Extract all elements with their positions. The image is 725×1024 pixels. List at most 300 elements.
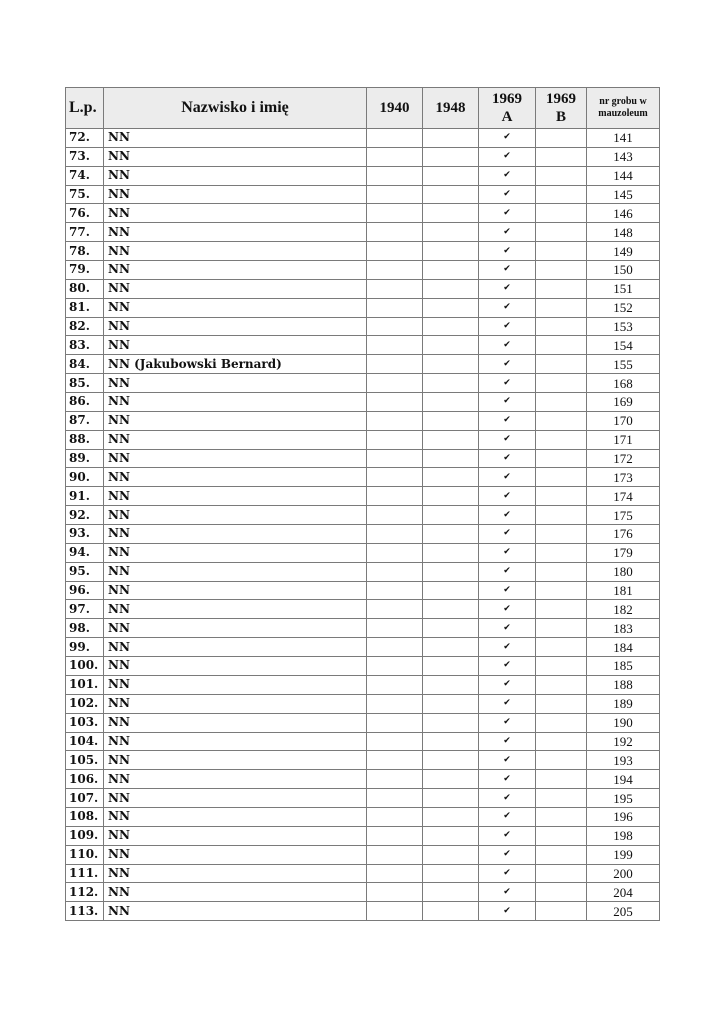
- row-lp: 112.: [66, 883, 104, 902]
- checkmark-icon: ✔: [503, 245, 511, 256]
- row-lp: 81.: [66, 298, 104, 317]
- table-row: [66, 393, 660, 412]
- row-1940-cell: [367, 393, 423, 412]
- row-name: NN: [104, 242, 367, 261]
- row-1940-cell: [367, 430, 423, 449]
- row-1969a-cell: [479, 562, 536, 581]
- checkmark-icon: ✔: [503, 867, 511, 878]
- row-1969a-cell: [479, 600, 536, 619]
- header-grave-line1: nr grobu w: [599, 96, 647, 107]
- row-1940-cell: [367, 751, 423, 770]
- row-1969a-cell: [479, 657, 536, 676]
- row-lp: 101.: [66, 675, 104, 694]
- table-row: [66, 751, 660, 770]
- row-lp: 78.: [66, 242, 104, 261]
- checkmark-icon: ✔: [503, 547, 511, 558]
- row-grave-number: 179: [587, 543, 660, 562]
- row-name: NN: [104, 147, 367, 166]
- row-1969a-cell: [479, 317, 536, 336]
- row-grave-number: 171: [587, 430, 660, 449]
- header-1940: 1940: [367, 88, 423, 129]
- checkmark-icon: ✔: [503, 566, 511, 577]
- row-1940-cell: [367, 261, 423, 280]
- row-1948-cell: [423, 129, 479, 148]
- row-1969a-cell: [479, 129, 536, 148]
- row-1948-cell: [423, 393, 479, 412]
- table-row: [66, 657, 660, 676]
- row-lp: 106.: [66, 770, 104, 789]
- row-1969a-cell: [479, 751, 536, 770]
- row-name: NN: [104, 902, 367, 921]
- row-1948-cell: [423, 657, 479, 676]
- row-1969b-cell: [536, 807, 587, 826]
- row-1969a-cell: [479, 336, 536, 355]
- row-1948-cell: [423, 845, 479, 864]
- row-1948-cell: [423, 279, 479, 298]
- row-grave-number: 204: [587, 883, 660, 902]
- table-row: [66, 261, 660, 280]
- row-grave-number: 170: [587, 411, 660, 430]
- row-grave-number: 145: [587, 185, 660, 204]
- row-name: NN: [104, 732, 367, 751]
- row-name: NN: [104, 506, 367, 525]
- row-grave-number: 192: [587, 732, 660, 751]
- header-1969b: [536, 88, 587, 129]
- row-grave-number: 152: [587, 298, 660, 317]
- row-grave-number: 153: [587, 317, 660, 336]
- row-1969a-cell: [479, 204, 536, 223]
- row-grave-number: 172: [587, 449, 660, 468]
- row-1969a-cell: [479, 223, 536, 242]
- row-1948-cell: [423, 732, 479, 751]
- row-grave-number: 149: [587, 242, 660, 261]
- row-name: NN: [104, 657, 367, 676]
- row-1940-cell: [367, 713, 423, 732]
- row-lp: 77.: [66, 223, 104, 242]
- row-1969b-cell: [536, 223, 587, 242]
- row-1940-cell: [367, 789, 423, 808]
- table-row: [66, 732, 660, 751]
- row-1969b-cell: [536, 732, 587, 751]
- table-row: [66, 166, 660, 185]
- row-1948-cell: [423, 600, 479, 619]
- row-name: NN: [104, 129, 367, 148]
- table-row: [66, 468, 660, 487]
- row-1969b-cell: [536, 675, 587, 694]
- row-1969a-cell: [479, 713, 536, 732]
- row-1940-cell: [367, 166, 423, 185]
- header-row: [66, 88, 660, 129]
- row-1940-cell: [367, 129, 423, 148]
- table-row: [66, 883, 660, 902]
- row-1948-cell: [423, 902, 479, 921]
- row-lp: 90.: [66, 468, 104, 487]
- row-1940-cell: [367, 845, 423, 864]
- row-1948-cell: [423, 261, 479, 280]
- checkmark-icon: ✔: [503, 471, 511, 482]
- checkmark-icon: ✔: [503, 132, 511, 143]
- row-grave-number: 150: [587, 261, 660, 280]
- row-1940-cell: [367, 619, 423, 638]
- row-lp: 105.: [66, 751, 104, 770]
- row-name: NN: [104, 449, 367, 468]
- row-1969b-cell: [536, 506, 587, 525]
- row-1969a-cell: [479, 298, 536, 317]
- row-1969a-cell: [479, 242, 536, 261]
- row-lp: 113.: [66, 902, 104, 921]
- row-1948-cell: [423, 581, 479, 600]
- row-1969b-cell: [536, 147, 587, 166]
- table-body: [66, 129, 660, 921]
- row-1969b-cell: [536, 694, 587, 713]
- table-row: [66, 826, 660, 845]
- row-1969a-cell: [479, 732, 536, 751]
- row-grave-number: 194: [587, 770, 660, 789]
- row-lp: 74.: [66, 166, 104, 185]
- checkmark-icon: ✔: [503, 264, 511, 275]
- row-grave-number: 193: [587, 751, 660, 770]
- checkmark-icon: ✔: [503, 679, 511, 690]
- row-lp: 79.: [66, 261, 104, 280]
- row-1948-cell: [423, 411, 479, 430]
- row-1948-cell: [423, 694, 479, 713]
- row-grave-number: 143: [587, 147, 660, 166]
- row-lp: 92.: [66, 506, 104, 525]
- checkmark-icon: ✔: [503, 415, 511, 426]
- table-row: [66, 279, 660, 298]
- row-1969b-cell: [536, 845, 587, 864]
- row-name: NN: [104, 468, 367, 487]
- row-1969b-cell: [536, 525, 587, 544]
- row-1948-cell: [423, 204, 479, 223]
- row-1969b-cell: [536, 185, 587, 204]
- row-1969b-cell: [536, 242, 587, 261]
- row-name: NN: [104, 713, 367, 732]
- table-row: [66, 242, 660, 261]
- row-lp: 108.: [66, 807, 104, 826]
- row-lp: 93.: [66, 525, 104, 544]
- row-name: NN: [104, 807, 367, 826]
- row-1969a-cell: [479, 789, 536, 808]
- checkmark-icon: ✔: [503, 396, 511, 407]
- table-row: [66, 336, 660, 355]
- row-1948-cell: [423, 638, 479, 657]
- row-grave-number: 180: [587, 562, 660, 581]
- row-1969a-cell: [479, 506, 536, 525]
- row-1969b-cell: [536, 411, 587, 430]
- row-1948-cell: [423, 355, 479, 374]
- header-grave-number: [587, 88, 660, 129]
- row-1940-cell: [367, 298, 423, 317]
- row-name: NN: [104, 543, 367, 562]
- row-name: NN: [104, 430, 367, 449]
- row-1948-cell: [423, 506, 479, 525]
- row-lp: 110.: [66, 845, 104, 864]
- header-1969a-year: 1969: [492, 91, 522, 107]
- row-1969a-cell: [479, 261, 536, 280]
- row-1969a-cell: [479, 468, 536, 487]
- row-name: NN: [104, 694, 367, 713]
- row-1969a-cell: [479, 185, 536, 204]
- row-1969a-cell: [479, 883, 536, 902]
- table-row: [66, 543, 660, 562]
- checkmark-icon: ✔: [503, 207, 511, 218]
- row-1940-cell: [367, 562, 423, 581]
- row-name: NN: [104, 261, 367, 280]
- table-row: [66, 506, 660, 525]
- row-grave-number: 185: [587, 657, 660, 676]
- row-1969a-cell: [479, 902, 536, 921]
- row-lp: 84.: [66, 355, 104, 374]
- row-1940-cell: [367, 317, 423, 336]
- table-row: [66, 562, 660, 581]
- table-row: [66, 430, 660, 449]
- row-lp: 103.: [66, 713, 104, 732]
- row-1948-cell: [423, 449, 479, 468]
- row-lp: 100.: [66, 657, 104, 676]
- row-lp: 98.: [66, 619, 104, 638]
- row-lp: 99.: [66, 638, 104, 657]
- row-1969a-cell: [479, 864, 536, 883]
- checkmark-icon: ✔: [503, 603, 511, 614]
- checkmark-icon: ✔: [503, 283, 511, 294]
- row-1969b-cell: [536, 864, 587, 883]
- table-row: [66, 902, 660, 921]
- table-row: [66, 638, 660, 657]
- row-1948-cell: [423, 166, 479, 185]
- row-grave-number: 176: [587, 525, 660, 544]
- row-1940-cell: [367, 242, 423, 261]
- row-1948-cell: [423, 430, 479, 449]
- row-name: NN: [104, 864, 367, 883]
- row-1969b-cell: [536, 619, 587, 638]
- checkmark-icon: ✔: [503, 528, 511, 539]
- row-1948-cell: [423, 223, 479, 242]
- row-1969a-cell: [479, 487, 536, 506]
- row-grave-number: 188: [587, 675, 660, 694]
- row-1948-cell: [423, 807, 479, 826]
- checkmark-icon: ✔: [503, 321, 511, 332]
- row-1969a-cell: [479, 826, 536, 845]
- row-name: NN (Jakubowski Bernard): [104, 355, 367, 374]
- row-1940-cell: [367, 147, 423, 166]
- row-1969a-cell: [479, 770, 536, 789]
- row-name: NN: [104, 317, 367, 336]
- row-name: NN: [104, 298, 367, 317]
- row-1948-cell: [423, 713, 479, 732]
- row-lp: 94.: [66, 543, 104, 562]
- table-row: [66, 298, 660, 317]
- row-1969b-cell: [536, 430, 587, 449]
- row-grave-number: 200: [587, 864, 660, 883]
- row-1969b-cell: [536, 562, 587, 581]
- row-1969b-cell: [536, 336, 587, 355]
- checkmark-icon: ✔: [503, 698, 511, 709]
- header-1969b-year: 1969: [546, 91, 576, 107]
- checkmark-icon: ✔: [503, 377, 511, 388]
- row-1969b-cell: [536, 902, 587, 921]
- row-1940-cell: [367, 223, 423, 242]
- row-grave-number: 175: [587, 506, 660, 525]
- row-name: NN: [104, 675, 367, 694]
- header-1969b-letter: B: [555, 109, 566, 125]
- row-name: NN: [104, 487, 367, 506]
- header-1969a-letter: A: [501, 109, 513, 125]
- row-lp: 72.: [66, 129, 104, 148]
- row-grave-number: 189: [587, 694, 660, 713]
- table-row: [66, 713, 660, 732]
- checkmark-icon: ✔: [503, 792, 511, 803]
- row-1940-cell: [367, 657, 423, 676]
- row-1940-cell: [367, 185, 423, 204]
- row-lp: 85.: [66, 374, 104, 393]
- row-grave-number: 183: [587, 619, 660, 638]
- row-lp: 97.: [66, 600, 104, 619]
- row-1948-cell: [423, 317, 479, 336]
- table-row: [66, 694, 660, 713]
- row-grave-number: 144: [587, 166, 660, 185]
- row-name: NN: [104, 789, 367, 808]
- row-grave-number: 181: [587, 581, 660, 600]
- table-row: [66, 185, 660, 204]
- row-name: NN: [104, 336, 367, 355]
- checkmark-icon: ✔: [503, 849, 511, 860]
- row-grave-number: 199: [587, 845, 660, 864]
- row-1948-cell: [423, 675, 479, 694]
- row-name: NN: [104, 638, 367, 657]
- row-grave-number: 195: [587, 789, 660, 808]
- row-name: NN: [104, 581, 367, 600]
- row-lp: 82.: [66, 317, 104, 336]
- row-1948-cell: [423, 185, 479, 204]
- checkmark-icon: ✔: [503, 453, 511, 464]
- row-1969b-cell: [536, 883, 587, 902]
- row-lp: 89.: [66, 449, 104, 468]
- row-1969b-cell: [536, 204, 587, 223]
- row-1940-cell: [367, 487, 423, 506]
- row-1969a-cell: [479, 166, 536, 185]
- row-1969b-cell: [536, 355, 587, 374]
- row-grave-number: 196: [587, 807, 660, 826]
- checkmark-icon: ✔: [503, 905, 511, 916]
- row-1940-cell: [367, 279, 423, 298]
- row-1940-cell: [367, 807, 423, 826]
- row-lp: 111.: [66, 864, 104, 883]
- row-1969a-cell: [479, 355, 536, 374]
- row-1940-cell: [367, 374, 423, 393]
- row-name: NN: [104, 374, 367, 393]
- table-row: [66, 374, 660, 393]
- row-grave-number: 168: [587, 374, 660, 393]
- row-1969a-cell: [479, 374, 536, 393]
- row-lp: 75.: [66, 185, 104, 204]
- row-lp: 95.: [66, 562, 104, 581]
- table-row: [66, 581, 660, 600]
- row-name: NN: [104, 883, 367, 902]
- row-1948-cell: [423, 789, 479, 808]
- row-1940-cell: [367, 732, 423, 751]
- row-grave-number: 173: [587, 468, 660, 487]
- burial-register-table: [65, 87, 660, 921]
- header-lp: L.p.: [66, 88, 104, 129]
- checkmark-icon: ✔: [503, 339, 511, 350]
- checkmark-icon: ✔: [503, 660, 511, 671]
- row-grave-number: 190: [587, 713, 660, 732]
- row-1948-cell: [423, 826, 479, 845]
- row-lp: 107.: [66, 789, 104, 808]
- table-row: [66, 864, 660, 883]
- row-grave-number: 151: [587, 279, 660, 298]
- row-1969b-cell: [536, 638, 587, 657]
- row-1948-cell: [423, 562, 479, 581]
- row-1948-cell: [423, 487, 479, 506]
- row-name: NN: [104, 826, 367, 845]
- row-1969a-cell: [479, 449, 536, 468]
- table-row: [66, 675, 660, 694]
- row-1969b-cell: [536, 789, 587, 808]
- checkmark-icon: ✔: [503, 717, 511, 728]
- burial-register-table-container: [65, 87, 659, 921]
- checkmark-icon: ✔: [503, 170, 511, 181]
- row-1969a-cell: [479, 411, 536, 430]
- row-1969b-cell: [536, 393, 587, 412]
- row-grave-number: 174: [587, 487, 660, 506]
- row-1940-cell: [367, 525, 423, 544]
- row-grave-number: 169: [587, 393, 660, 412]
- row-1940-cell: [367, 826, 423, 845]
- row-lp: 73.: [66, 147, 104, 166]
- row-1969a-cell: [479, 807, 536, 826]
- row-grave-number: 141: [587, 129, 660, 148]
- row-grave-number: 146: [587, 204, 660, 223]
- row-1940-cell: [367, 411, 423, 430]
- row-1969b-cell: [536, 751, 587, 770]
- row-1969a-cell: [479, 147, 536, 166]
- row-1969b-cell: [536, 261, 587, 280]
- row-1940-cell: [367, 600, 423, 619]
- row-1969b-cell: [536, 581, 587, 600]
- row-lp: 76.: [66, 204, 104, 223]
- row-grave-number: 184: [587, 638, 660, 657]
- row-1969b-cell: [536, 374, 587, 393]
- row-1948-cell: [423, 883, 479, 902]
- row-1940-cell: [367, 675, 423, 694]
- row-1948-cell: [423, 374, 479, 393]
- checkmark-icon: ✔: [503, 358, 511, 369]
- table-row: [66, 223, 660, 242]
- row-1969a-cell: [479, 581, 536, 600]
- row-name: NN: [104, 562, 367, 581]
- table-row: [66, 147, 660, 166]
- row-1969b-cell: [536, 279, 587, 298]
- row-1969a-cell: [479, 694, 536, 713]
- table-row: [66, 411, 660, 430]
- row-name: NN: [104, 204, 367, 223]
- row-1969b-cell: [536, 770, 587, 789]
- checkmark-icon: ✔: [503, 641, 511, 652]
- row-lp: 83.: [66, 336, 104, 355]
- row-1948-cell: [423, 543, 479, 562]
- checkmark-icon: ✔: [503, 151, 511, 162]
- table-row: [66, 807, 660, 826]
- table-row: [66, 770, 660, 789]
- row-1969b-cell: [536, 600, 587, 619]
- checkmark-icon: ✔: [503, 735, 511, 746]
- row-name: NN: [104, 279, 367, 298]
- row-1948-cell: [423, 242, 479, 261]
- row-lp: 87.: [66, 411, 104, 430]
- header-name: Nazwisko i imię: [104, 88, 367, 129]
